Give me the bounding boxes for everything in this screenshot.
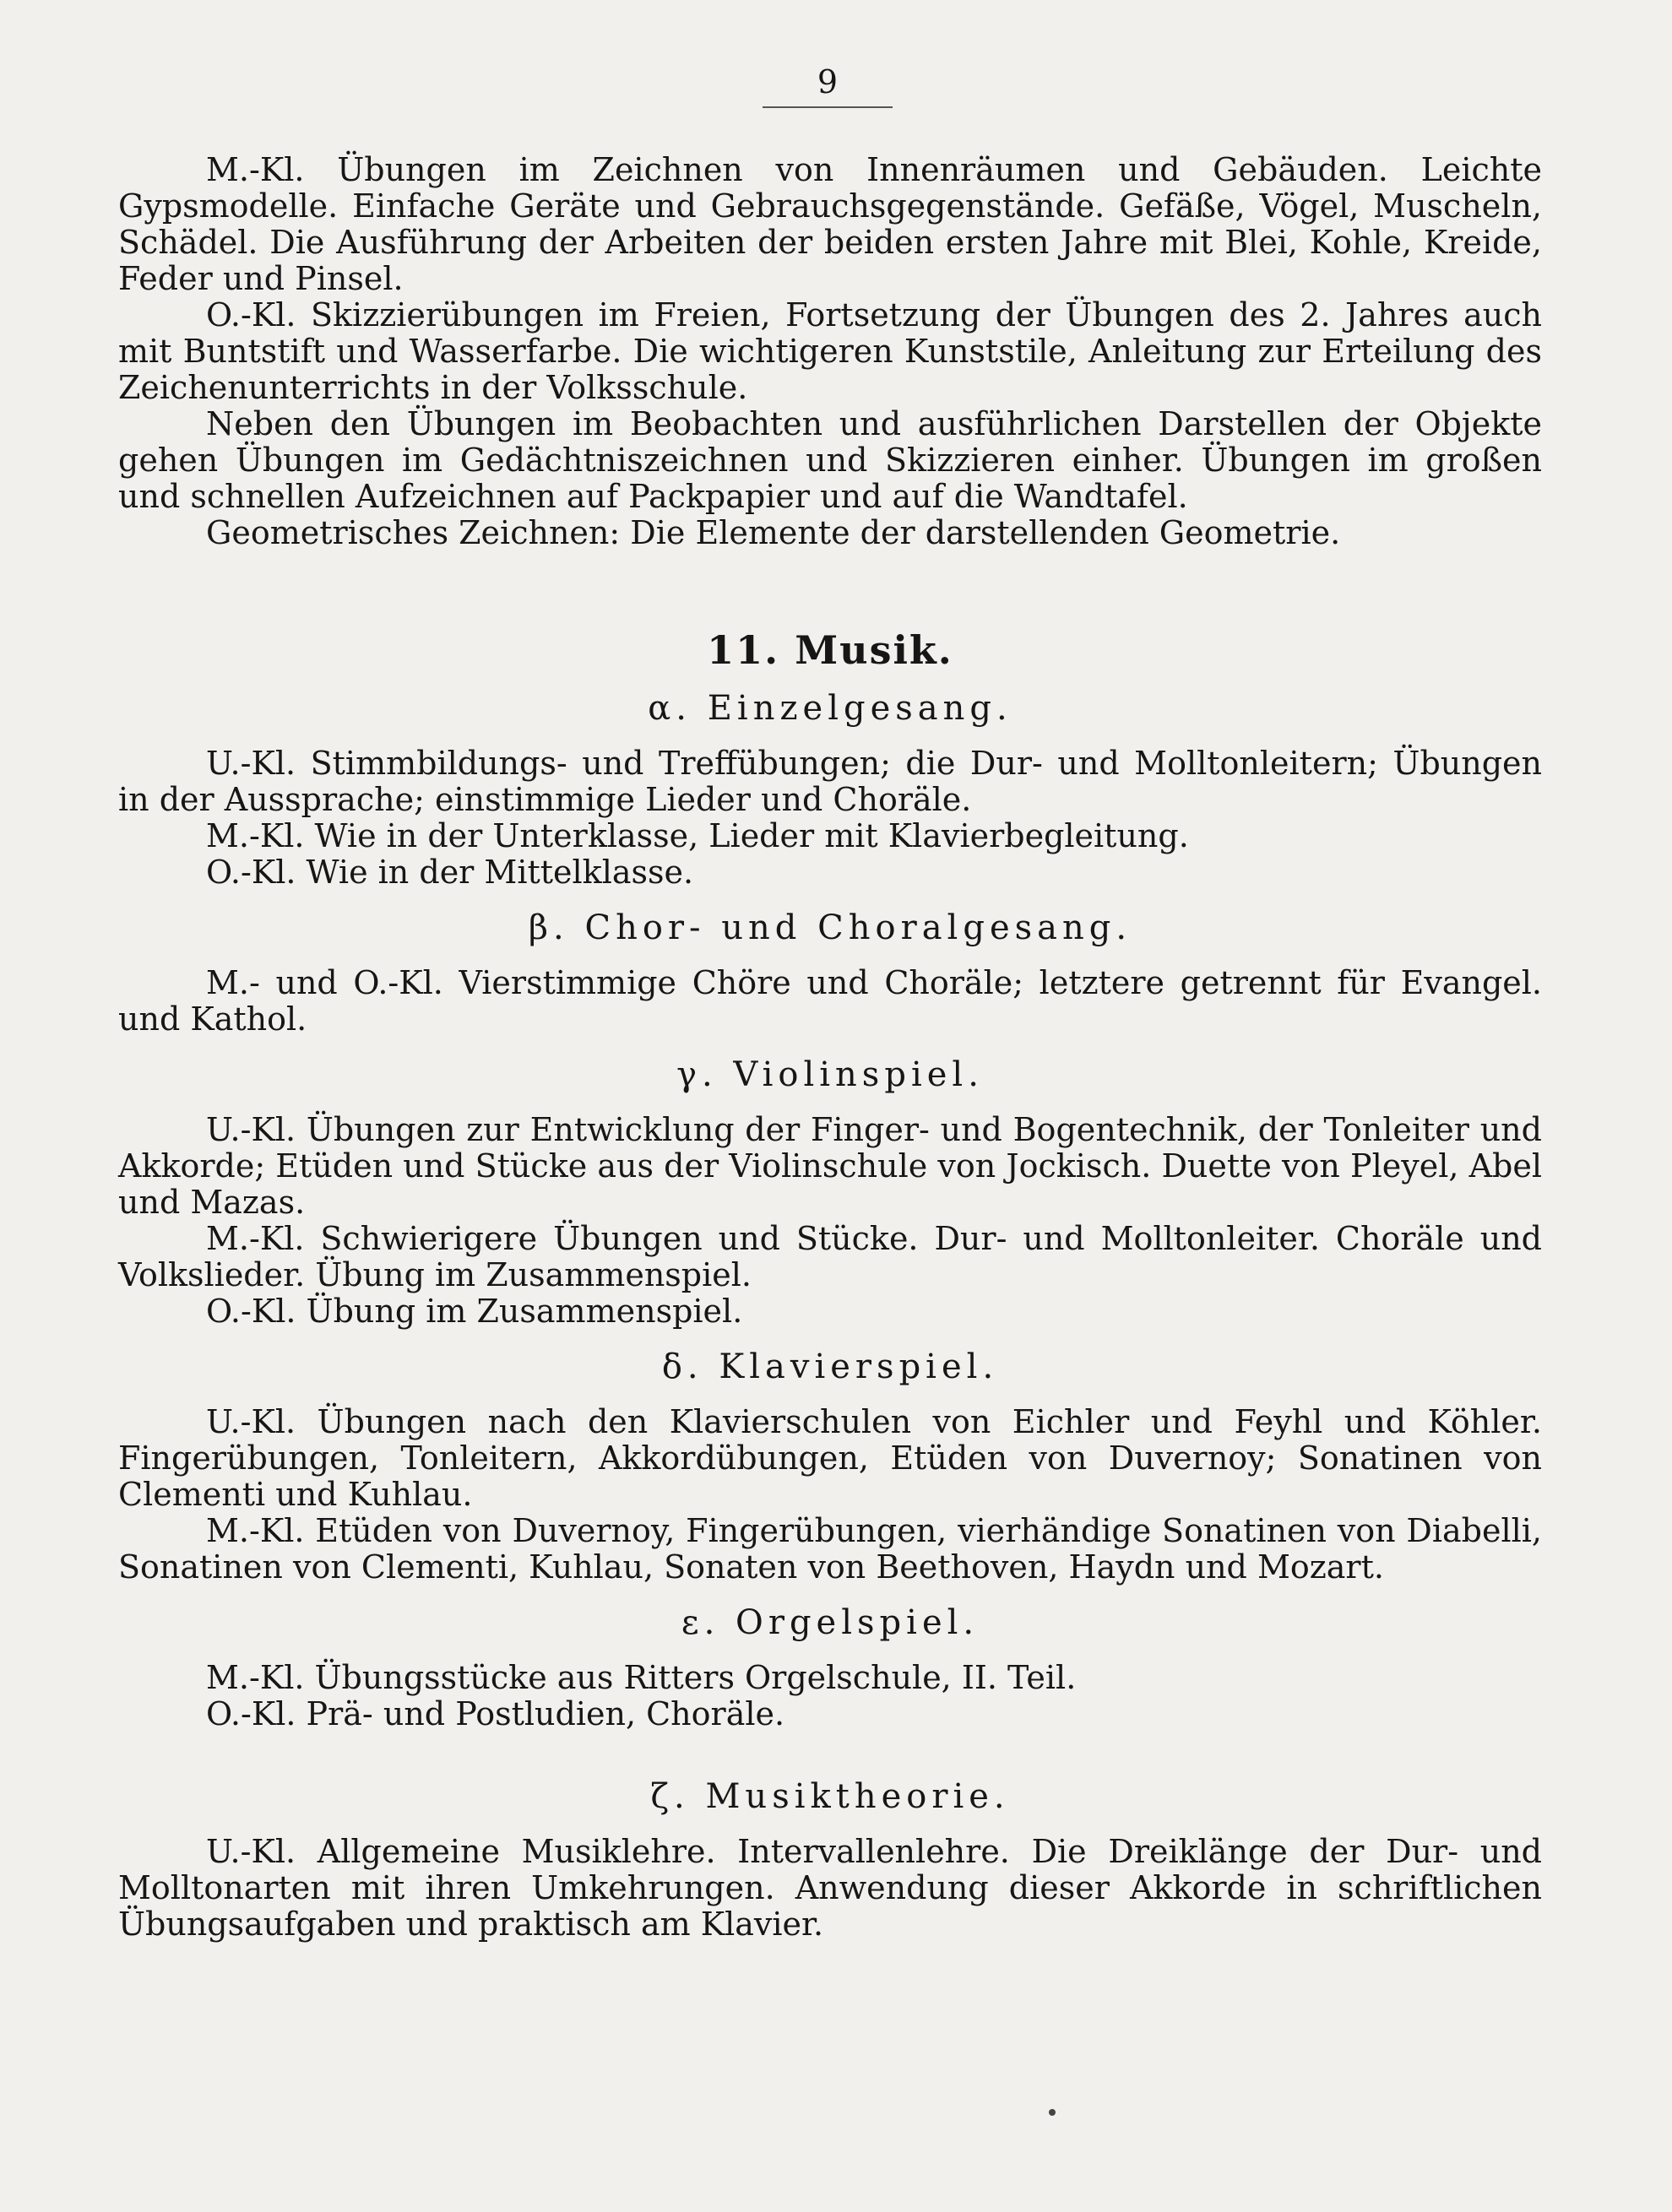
page-number: 9	[817, 63, 839, 100]
violinspiel-mittelklasse: M.-Kl. Schwierigere Übungen und Stücke. Dur- und Molltonleiter. Choräle und Volkslieder. Übung im Zusammenspiel.	[118, 1220, 1542, 1293]
klavierspiel-mittelklasse: M.-Kl. Etüden von Duvernoy, Fingerübungen, vierhändige Sonatinen von Diabelli, Sonatinen von Clementi, Kuhlau, Sonaten von Beethoven, Haydn und Mozart.	[118, 1512, 1542, 1586]
page-content	[118, 152, 1542, 1943]
chorgesang-heading: β. Chor- und Choralgesang.	[528, 908, 1132, 947]
musiktheorie-unterklasse: U.-Kl. Allgemeine Musiklehre. Intervallenlehre. Die Dreiklänge der Dur- und Molltonarten mit ihren Umkehrungen. Anwendung dieser Akkorde in schriftlichen Übungsaufgaben und praktisch am Klavier.	[118, 1833, 1542, 1943]
musik-section	[118, 627, 1542, 1943]
einzelgesang-heading: α. Einzelgesang.	[648, 689, 1012, 728]
musik-section-title: 11. Musik.	[707, 627, 953, 673]
zeichnen-section-continued	[118, 152, 1542, 551]
geometrisches-zeichnen-paragraph: Geometrisches Zeichnen: Die Elemente der darstellenden Geometrie.	[206, 514, 1341, 551]
einzelgesang-oberklasse: O.-Kl. Wie in der Mittelklasse.	[206, 854, 694, 891]
zeichnen-uebungen-paragraph: Neben den Übungen im Beobachten und ausführlichen Darstellen der Objekte gehen Übungen im Gedächtniszeichnen und Skizzieren einher. Übungen im großen und schnellen Aufzeichnen auf Packpapier und auf die Wandtafel.	[118, 405, 1542, 515]
einzelgesang-mittelklasse: M.-Kl. Wie in der Unterklasse, Lieder mit Klavierbegleitung.	[206, 817, 1189, 854]
page-number-rule	[763, 106, 893, 108]
klavierspiel-unterklasse: U.-Kl. Übungen nach den Klavierschulen von Eichler und Feyhl und Köhler. Fingerübungen, Tonleitern, Akkordübungen, Etüden von Duvernoy; Sonatinen von Clementi und Kuhlau.	[118, 1403, 1542, 1513]
musiktheorie-heading: ζ. Musiktheorie.	[650, 1777, 1010, 1816]
violinspiel-unterklasse: U.-Kl. Übungen zur Entwicklung der Finger- und Bogentechnik, der Tonleiter und Akkorde; Etüden und Stücke aus der Violinschule von Jockisch. Duette von Pleyel, Abel und Mazas.	[118, 1111, 1542, 1221]
orgelspiel-heading: ε. Orgelspiel.	[681, 1603, 980, 1642]
zeichnen-oberklasse-paragraph: O.-Kl. Skizzierübungen im Freien, Fortsetzung der Übungen des 2. Jahres auch mit Buntstift und Wasserfarbe. Die wichtigeren Kunststile, Anleitung zur Erteilung des Zeichenunterrichts in der Volksschule.	[118, 296, 1542, 406]
chorgesang-mittel-oberklasse: M.- und O.-Kl. Vierstimmige Chöre und Choräle; letztere getrennt für Evangel. und Kathol.	[118, 964, 1542, 1038]
orgelspiel-mittelklasse: M.-Kl. Übungsstücke aus Ritters Orgelschule, II. Teil.	[206, 1659, 1077, 1696]
print-dot	[1049, 2109, 1056, 2116]
violinspiel-oberklasse: O.-Kl. Übung im Zusammenspiel.	[206, 1293, 743, 1330]
klavierspiel-heading: δ. Klavierspiel.	[661, 1347, 999, 1386]
zeichnen-mittelklasse-paragraph: M.-Kl. Übungen im Zeichnen von Innenräumen und Gebäuden. Leichte Gypsmodelle. Einfache Geräte und Gebrauchsgegenstände. Gefäße, Vögel, Muscheln, Schädel. Die Ausführung der Arbeiten der beiden ersten Jahre mit Blei, Kohle, Kreide, Feder und Pinsel.	[118, 151, 1542, 297]
violinspiel-heading: γ. Violinspiel.	[676, 1055, 984, 1094]
einzelgesang-unterklasse: U.-Kl. Stimmbildungs- und Treffübungen; die Dur- und Molltonleitern; Übungen in der Aussprache; einstimmige Lieder und Choräle.	[118, 745, 1542, 818]
orgelspiel-oberklasse: O.-Kl. Prä- und Postludien, Choräle.	[206, 1695, 785, 1732]
